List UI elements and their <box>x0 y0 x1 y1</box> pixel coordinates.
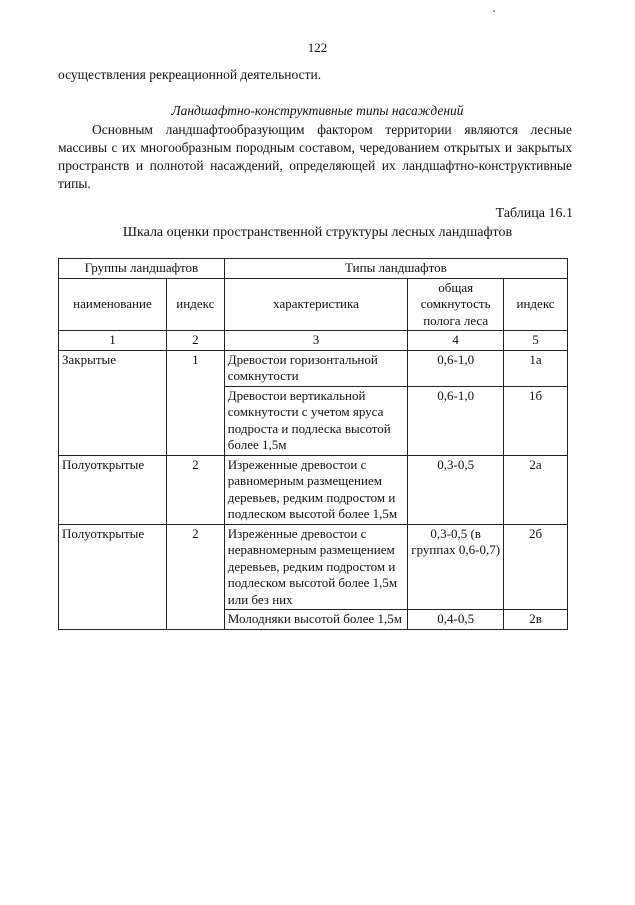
group-index: 2 <box>166 524 224 629</box>
type-index: 1а <box>504 350 568 386</box>
header-groups: Группы ландшафтов <box>59 259 225 279</box>
header-density: общая сомкнутость полога леса <box>408 278 504 331</box>
header-index: индекс <box>166 278 224 331</box>
table-row <box>59 524 568 610</box>
type-characteristic: Изреженные древостои с неравномерным размещением деревьев, редким подростом и подлеском высотой более 1,5м или без них <box>224 524 407 610</box>
header-characteristic: характеристика <box>224 278 407 331</box>
type-density: 0,3-0,5 (в группах 0,6-0,7) <box>408 524 504 610</box>
table-title: Шкала оценки пространственной структуры лесных ландшафтов <box>122 225 513 240</box>
group-name: Полуоткрытые <box>59 524 167 629</box>
group-name: Полуоткрытые <box>59 455 167 524</box>
type-index: 1б <box>504 386 568 455</box>
type-characteristic: Изреженные древостои с равномерным размещением деревьев, редким подростом и подлеском высотой более 1,5м <box>224 455 407 524</box>
type-characteristic: Молодняки высотой более 1,5м <box>224 610 407 630</box>
column-number: 1 <box>59 331 167 351</box>
scan-speck <box>493 10 495 12</box>
group-index: 2 <box>166 455 224 524</box>
landscape-structure-table <box>58 258 568 630</box>
type-density: 0,6-1,0 <box>408 350 504 386</box>
type-density: 0,4-0,5 <box>408 610 504 630</box>
column-number: 5 <box>504 331 568 351</box>
column-number: 3 <box>224 331 407 351</box>
table-header-row-columns <box>59 278 568 331</box>
type-characteristic: Древостои вертикальной сомкнутости с учетом яруса подроста и подлеска высотой более 1,5м <box>224 386 407 455</box>
group-name: Закрытые <box>59 350 167 455</box>
column-number: 4 <box>408 331 504 351</box>
page-number: 122 <box>307 40 328 55</box>
type-index: 2а <box>504 455 568 524</box>
type-index: 2в <box>504 610 568 630</box>
column-number: 2 <box>166 331 224 351</box>
type-density: 0,3-0,5 <box>408 455 504 524</box>
body-paragraph: Основным ландшафтообразующим фактором территории являются лесные массивы с их многообразным породным составом, чередованием открытых и закрытых пространств и полнотой насаждений, определяющей их ландшафтно-конструктивные типы. <box>58 122 572 191</box>
header-type-index: индекс <box>504 278 568 331</box>
section-heading: Ландшафтно-конструктивные типы насаждений <box>171 103 464 118</box>
group-index: 1 <box>166 350 224 455</box>
type-density: 0,6-1,0 <box>408 386 504 455</box>
table-row <box>59 455 568 524</box>
type-index: 2б <box>504 524 568 610</box>
header-name: наименование <box>59 278 167 331</box>
table-row <box>59 350 568 386</box>
table-header-row-groups <box>59 259 568 279</box>
type-characteristic: Древостои горизонтальной сомкнутости <box>224 350 407 386</box>
intro-line: осуществления рекреационной деятельности. <box>58 67 322 82</box>
header-types: Типы ландшафтов <box>224 259 567 279</box>
table-number-row <box>59 331 568 351</box>
table-number: Таблица 16.1 <box>495 206 573 221</box>
